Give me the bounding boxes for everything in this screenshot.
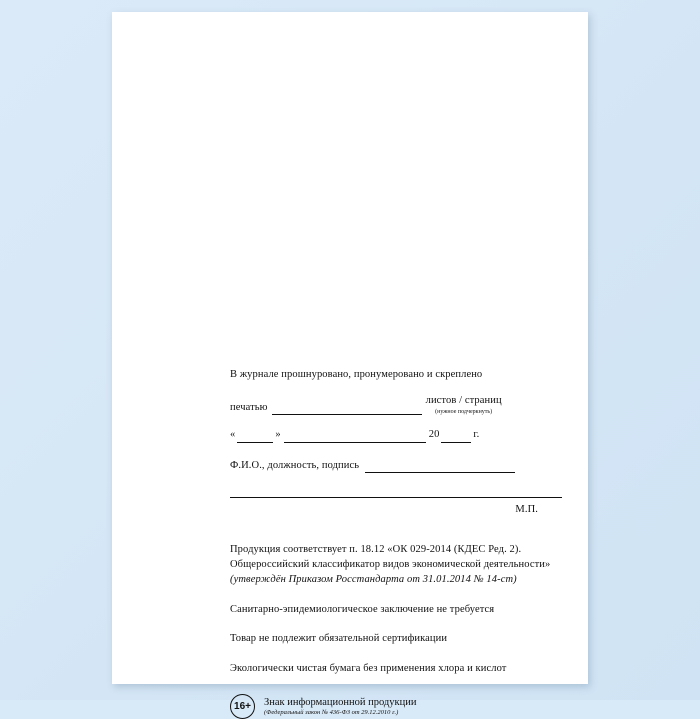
date-row	[230, 428, 562, 442]
document-page	[112, 12, 588, 717]
journal-certification-block	[230, 368, 562, 517]
signer-label: Ф.И.О., должность, подпись	[230, 459, 360, 471]
certification-note: Товар не подлежит обязательной сертификации	[230, 633, 448, 645]
info-mark-text	[264, 697, 416, 716]
info-mark-law: (Федеральный закон № 436-ФЗ от 29.12.2010 г.)	[264, 709, 399, 717]
info-mark-title: Знак информационной продукции	[264, 697, 417, 709]
age-rating-icon: 16+	[230, 694, 255, 719]
product-line-3: (утверждён Приказом Росстандарта от 31.01.2014 № 14-ст)	[230, 573, 517, 585]
sanitary-note: Санитарно-эпидемиологическое заключение не требуется	[230, 603, 495, 615]
journal-heading: В журнале прошнуровано, пронумеровано и скреплено	[230, 369, 483, 380]
signer-second-rule[interactable]	[230, 485, 562, 498]
info-mark-row	[230, 694, 562, 719]
signer-row	[230, 459, 562, 473]
product-line-2: Общероссийский классификатор видов экономической деятельности»	[230, 558, 551, 570]
signer-fill-line[interactable]	[365, 461, 515, 473]
seal-sheets-row	[230, 394, 562, 415]
year-suffix: г.	[473, 429, 480, 441]
product-compliance-block	[230, 543, 562, 719]
month-fill-line[interactable]	[284, 431, 426, 443]
sheets-note: (нужное подчеркнуть)	[435, 409, 493, 416]
seal-fill-line[interactable]	[272, 403, 422, 415]
sheets-label: листов / страниц	[425, 395, 502, 407]
product-line-1: Продукция соответствует п. 18.12 «ОК 029-2014 (КДЕС Ред. 2).	[230, 543, 522, 555]
seal-label: печатью	[230, 402, 268, 414]
date-quote-open: «	[230, 429, 236, 441]
year-prefix: 20	[428, 429, 440, 441]
date-quote-close: »	[275, 429, 281, 441]
document-content	[230, 368, 562, 719]
day-fill-line[interactable]	[237, 431, 273, 443]
year-fill-line[interactable]	[441, 431, 471, 443]
eco-paper-note: Экологически чистая бумага без применения хлора и кислот	[230, 663, 507, 675]
stamp-label: М.П.	[515, 503, 538, 515]
